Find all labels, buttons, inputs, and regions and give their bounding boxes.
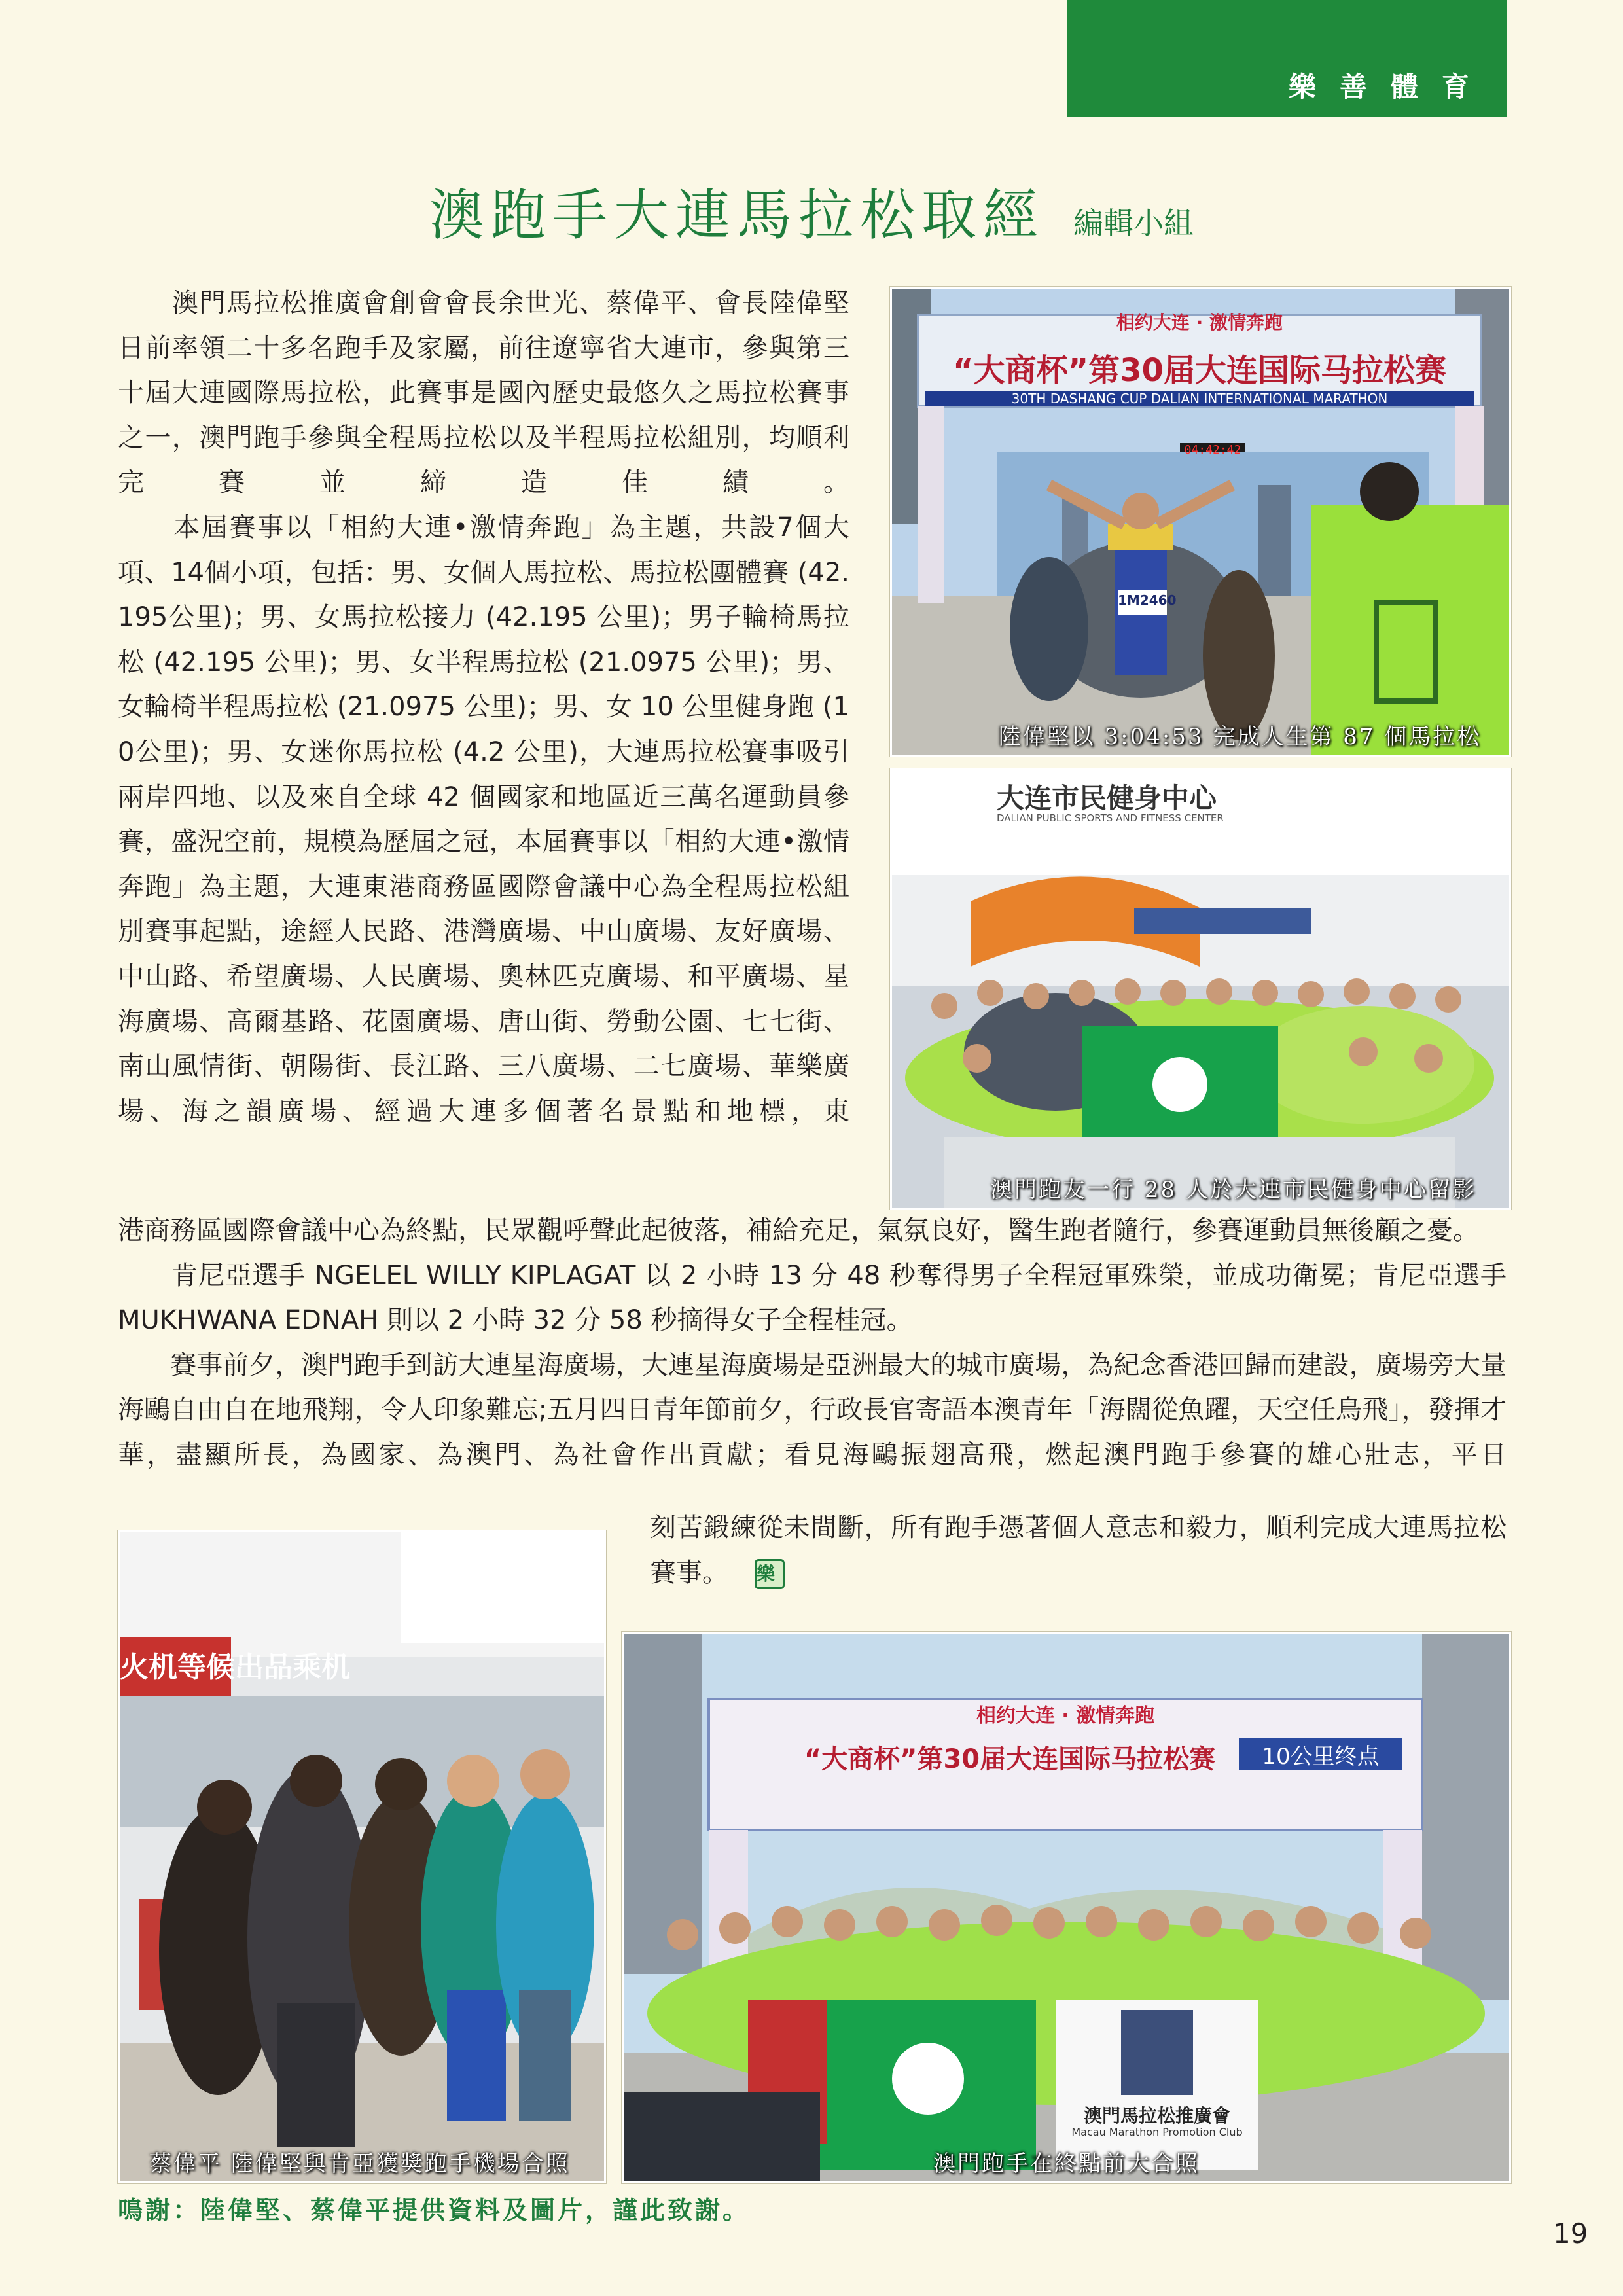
arch-banner-en: 30TH DASHANG CUP DALIAN INTERNATIONAL MARATHON: [925, 391, 1474, 406]
photo-fitness-center: [890, 768, 1511, 1210]
paragraph-intro: 澳門馬拉松推廣會創會會長余世光、蔡偉平、會長陸偉堅日前率領二十多名跑手及家屬，前往遼寧省大連市，參與第三十屆大連國際馬拉松，此賽事是國內歷史最悠久之馬拉松賽事之一，澳門跑手參與全程馬拉松以及半程馬拉松組別，均順利完賽並締造佳績。: [118, 288, 849, 498]
center-sign-cn: 大连市民健身中心: [997, 782, 1217, 814]
finish-arch-banner-cn: “大商杯”第30届大连国际马拉松赛: [804, 1744, 1216, 1774]
section-banner: [1067, 0, 1507, 117]
photo-airport: [118, 1530, 606, 2183]
paragraph-route-end: 港商務區國際會議中心為終點，民眾觀呼聲此起彼落，補給充足，氣氛良好，醫生跑者隨行，參賽運動員無後顧之憂。: [118, 1215, 1479, 1246]
race-clock: 04:42:42: [1184, 443, 1241, 457]
airport-illustration: [120, 1532, 604, 2181]
paragraph-seagulls: 賽事前夕，澳門跑手到訪大連星海廣場，大連星海廣場是亞洲最大的城市廣場，為紀念香港回歸而建設，廣場旁大量海鷗自由自在地飛翔，令人印象難忘;五月四日青年節前夕，行政長官寄語本澳青年「海闊從魚躍，天空任鳥飛」，發揮才華，盡顯所長，為國家、為澳門、為社會作出貢獻；看見海鷗振翅高飛，燃起澳門跑手參賽的雄心壯志，平日: [118, 1350, 1507, 1470]
caption-finish-arch: 陸偉堅以 3:04:53 完成人生第 87 個馬拉松: [998, 724, 1482, 750]
caption-group-finish: 澳門跑手在終點前大合照: [933, 2151, 1200, 2177]
page-number: 19: [1553, 2217, 1588, 2250]
arch-banner-cn: “大商杯”第30届大连国际马拉松赛: [953, 352, 1446, 389]
end-mark-icon: 樂: [755, 1559, 785, 1589]
club-flag-en: Macau Marathon Promotion Club: [1071, 2126, 1243, 2138]
fitness-center-illustration: [892, 770, 1509, 1208]
photo-finish-arch: [890, 287, 1511, 757]
caption-fitness-center: 澳門跑友一行 28 人於大連市民健身中心留影: [990, 1177, 1476, 1203]
column-text: [118, 281, 849, 1134]
runner-bib: 1M2460: [1118, 592, 1177, 608]
paragraph-route: 本屆賽事以「相約大連•激情奔跑」為主題，共設7個大項、14個小項，包括：男、女個人馬拉松、馬拉松團體賽 (42.195公里)；男、女馬拉松接力 (42.195 公里)；男子輪椅馬拉松 (42.195 公里)；男、女半程馬拉松 (21.0975 公里)；男、女輪椅半程馬拉松 (21.0975 公里)；男、女 10 公里健身跑 (10公里)；男、女迷你馬拉松 (4.2 公里)，大連馬拉松賽事吸引兩岸四地、以及來自全球 42 個國家和地區近三萬名運動員參賽，盛況空前，規模為歷屆之冠，本屆賽事以「相約大連•激情奔跑」為主題，大連東港商務區國際會議中心為全程馬拉松組別賽事起點，途經人民路、港灣廣場、中山廣場、友好廣場、中山路、希望廣場、人民廣場、奧林匹克廣場、和平廣場、星海廣場、高爾基路、花園廣場、唐山街、勞動公園、七七街、南山風情街、朝陽街、長江路、三八廣場、二七廣場、華樂廣場、海之韻廣場、經過大連多個著名景點和地標，東: [118, 512, 849, 1126]
center-sign-en: DALIAN PUBLIC SPORTS AND FITNESS CENTER: [997, 812, 1224, 824]
article-byline: 編輯小組: [1073, 206, 1194, 241]
paragraph-winners: 肯尼亞選手 NGELEL WILLY KIPLAGAT 以 2 小時 13 分 48 秒奪得男子全程冠軍殊榮，並成功衛冕；肯尼亞選手 MUKHWANA EDNAH 則以 2 小時 32 分 58 秒摘得女子全程桂冠。: [118, 1260, 1507, 1336]
airport-sign: 火机等候出品乘机: [120, 1651, 350, 1684]
arch-top-text: 相约大连 · 激情奔跑: [1116, 312, 1283, 333]
section-label: 樂善體育: [1288, 71, 1493, 103]
club-flag-cn: 澳門馬拉松推廣會: [1083, 2105, 1230, 2126]
photo-group-finish: [622, 1632, 1511, 2183]
acknowledgement: 鳴謝：陸偉堅、蔡偉平提供資料及圖片，謹此致謝。: [118, 2195, 751, 2225]
wide-text: [118, 1208, 1507, 1478]
paragraph-tail: 刻苦鍛練從未間斷，所有跑手憑著個人意志和毅力，順利完成大連馬拉松賽事。 樂: [650, 1513, 1507, 1588]
caption-airport: 蔡偉平 陸偉堅與肯亞獲獎跑手機場合照: [149, 2151, 570, 2177]
finish-arch-banner-side: 10公里终点: [1239, 1738, 1402, 1770]
finish-arch-top-text: 相约大连 · 激情奔跑: [976, 1704, 1155, 1727]
article-title: 澳跑手大連馬拉松取經: [429, 183, 1045, 247]
tail-text: [650, 1505, 1507, 1595]
